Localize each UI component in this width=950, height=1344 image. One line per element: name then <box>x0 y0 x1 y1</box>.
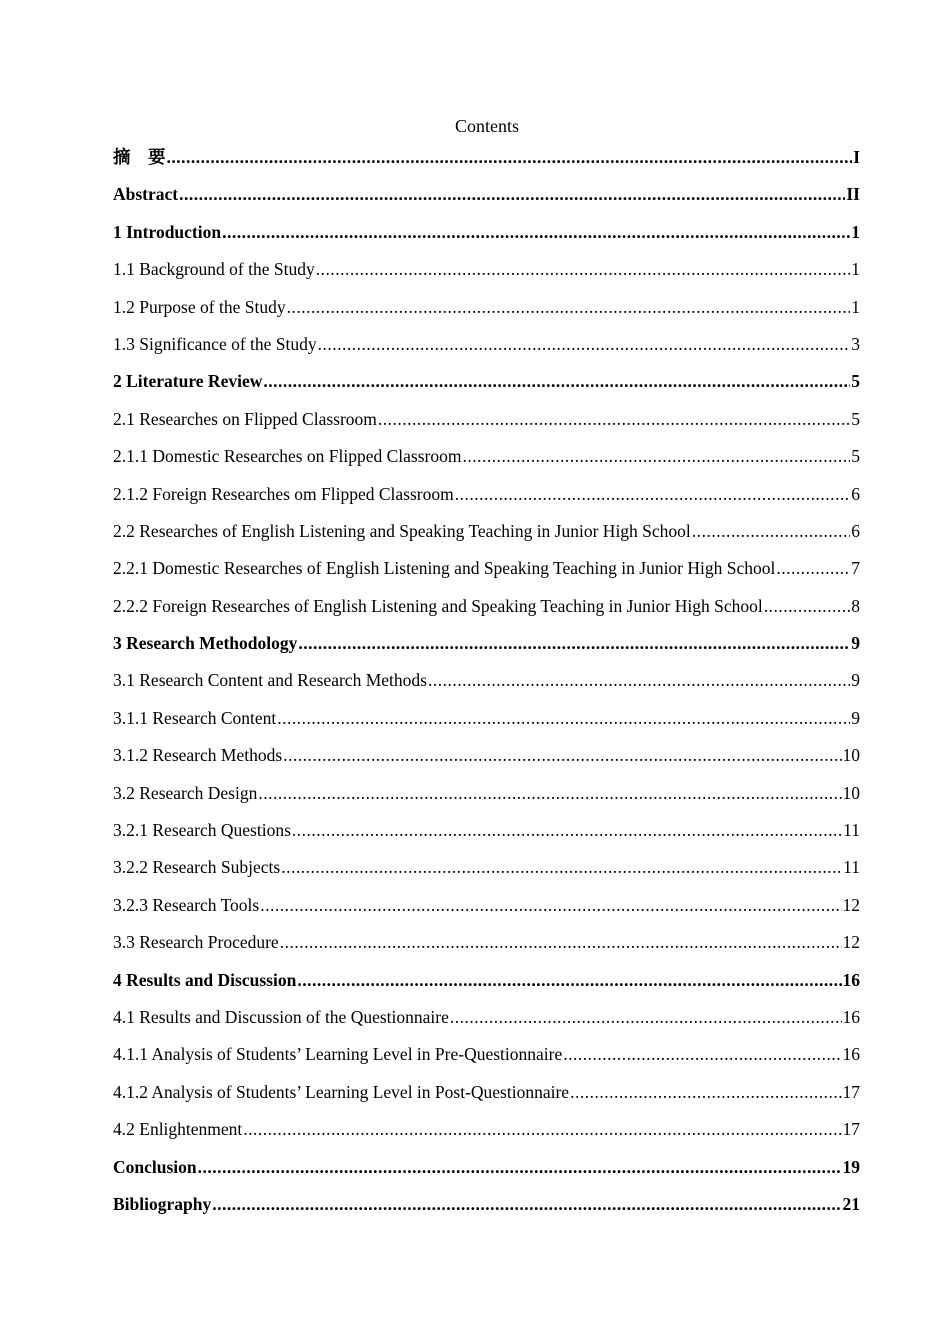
toc-entry[interactable] <box>113 480 860 517</box>
toc-dot-leader <box>570 1078 841 1106</box>
toc-entry-label: Bibliography <box>113 1193 212 1214</box>
toc-entry-page-number: 9 <box>851 707 860 728</box>
toc-entry-page-number: 7 <box>851 558 860 579</box>
toc-entry-label: 2.2.2 Foreign Researches of English Listening and Speaking Teaching in Junior High School <box>113 595 763 616</box>
toc-entry-label: 2.2.1 Domestic Researches of English Listening and Speaking Teaching in Junior High School <box>113 558 776 579</box>
toc-entry[interactable] <box>113 966 860 1003</box>
toc-entry[interactable] <box>113 704 860 741</box>
toc-entry[interactable] <box>113 330 860 367</box>
toc-entry[interactable] <box>113 1040 860 1077</box>
toc-entry-page-number: 17 <box>842 1081 860 1102</box>
toc-entry-page-number: I <box>853 147 860 167</box>
toc-entry-page-number: 5 <box>851 446 860 467</box>
toc-list <box>113 143 860 1227</box>
toc-entry-label: 4.1.1 Analysis of Students’ Learning Level in Pre-Questionnaire <box>113 1044 563 1065</box>
toc-entry-page-number: 1 <box>851 259 860 280</box>
toc-entry-page-number: 6 <box>851 483 860 504</box>
toc-dot-leader <box>764 592 851 620</box>
toc-dot-leader <box>287 293 851 321</box>
toc-entry-label: Conclusion <box>113 1156 197 1177</box>
toc-entry-page-number: 16 <box>842 1044 860 1065</box>
toc-entry-label: 3.2.1 Research Questions <box>113 820 291 841</box>
toc-entry[interactable] <box>113 442 860 479</box>
toc-dot-leader <box>222 218 850 246</box>
toc-dot-leader <box>428 666 850 694</box>
toc-entry[interactable] <box>113 741 860 778</box>
toc-dot-leader <box>450 1003 842 1031</box>
toc-dot-leader <box>455 480 851 508</box>
toc-entry-page-number: 8 <box>851 595 860 616</box>
toc-entry[interactable] <box>113 1190 860 1227</box>
toc-entry-page-number: 3 <box>851 333 860 354</box>
toc-entry-page-number: 12 <box>842 894 860 915</box>
toc-entry-page-number: II <box>846 184 860 205</box>
toc-entry-label: 3 Research Methodology <box>113 633 298 654</box>
toc-entry[interactable] <box>113 180 860 217</box>
toc-entry[interactable] <box>113 1078 860 1115</box>
toc-dot-leader <box>281 853 842 881</box>
toc-entry[interactable] <box>113 853 860 890</box>
toc-dot-leader <box>263 367 850 395</box>
toc-entry[interactable] <box>113 629 860 666</box>
toc-entry-page-number: 12 <box>842 932 860 953</box>
toc-entry-page-number: 11 <box>843 857 860 878</box>
toc-entry-page-number: 10 <box>842 782 860 803</box>
toc-dot-leader <box>167 143 853 171</box>
toc-entry-label: 1.2 Purpose of the Study <box>113 296 286 317</box>
toc-entry[interactable] <box>113 816 860 853</box>
toc-entry[interactable] <box>113 779 860 816</box>
toc-entry-label: 2.1 Researches on Flipped Classroom <box>113 408 377 429</box>
toc-dot-leader <box>243 1115 841 1143</box>
toc-entry-label: 3.1.1 Research Content <box>113 707 277 728</box>
toc-entry[interactable] <box>113 367 860 404</box>
toc-dot-leader <box>692 517 850 545</box>
toc-entry[interactable] <box>113 666 860 703</box>
toc-dot-leader <box>563 1040 841 1068</box>
toc-dot-leader <box>378 405 850 433</box>
toc-entry-page-number: 5 <box>851 371 860 392</box>
toc-entry-page-number: 19 <box>842 1156 860 1177</box>
toc-entry[interactable] <box>113 592 860 629</box>
toc-dot-leader <box>318 330 851 358</box>
toc-dot-leader <box>277 704 850 732</box>
toc-entry[interactable] <box>113 293 860 330</box>
toc-entry-label: 4.1.2 Analysis of Students’ Learning Level in Post-Questionnaire <box>113 1081 570 1102</box>
toc-entry[interactable] <box>113 1153 860 1190</box>
toc-entry-page-number: 21 <box>842 1193 860 1214</box>
toc-entry-label: 2.1.1 Domestic Researches on Flipped Classroom <box>113 446 462 467</box>
toc-dot-leader <box>298 629 850 657</box>
toc-entry-label: 3.3 Research Procedure <box>113 932 279 953</box>
toc-entry-page-number: 16 <box>842 969 860 990</box>
toc-entry-label: 2.1.2 Foreign Researches om Flipped Classroom <box>113 483 454 504</box>
toc-entry-label: 3.1 Research Content and Research Methods <box>113 670 427 691</box>
toc-entry-page-number: 17 <box>842 1119 860 1140</box>
toc-entry-page-number: 16 <box>842 1006 860 1027</box>
toc-entry[interactable] <box>113 218 860 255</box>
toc-entry[interactable] <box>113 255 860 292</box>
toc-entry-label: 3.2.2 Research Subjects <box>113 857 281 878</box>
toc-entry-label: 3.2.3 Research Tools <box>113 894 260 915</box>
toc-dot-leader <box>212 1190 841 1218</box>
toc-entry[interactable] <box>113 891 860 928</box>
toc-dot-leader <box>283 741 841 769</box>
toc-entry-page-number: 11 <box>843 820 860 841</box>
toc-entry[interactable] <box>113 928 860 965</box>
toc-entry-label: 2.2 Researches of English Listening and Speaking Teaching in Junior High School <box>113 520 691 541</box>
toc-entry-label: 4.1 Results and Discussion of the Questionnaire <box>113 1006 449 1027</box>
toc-dot-leader <box>198 1153 842 1181</box>
toc-dot-leader <box>292 816 842 844</box>
toc-dot-leader <box>463 442 851 470</box>
toc-entry-label: 2 Literature Review <box>113 371 263 392</box>
toc-entry[interactable] <box>113 1115 860 1152</box>
toc-entry[interactable] <box>113 405 860 442</box>
toc-entry[interactable] <box>113 554 860 591</box>
toc-dot-leader <box>258 779 841 807</box>
toc-entry-label: 3.1.2 Research Methods <box>113 745 283 766</box>
toc-entry-page-number: 5 <box>851 408 860 429</box>
toc-entry-page-number: 9 <box>851 633 860 654</box>
toc-entry-label: 1.3 Significance of the Study <box>113 333 317 354</box>
toc-entry-label: Abstract <box>113 184 179 205</box>
toc-entry-page-number: 1 <box>851 221 860 242</box>
toc-entry-label: 1.1 Background of the Study <box>113 259 315 280</box>
toc-entry-page-number: 1 <box>851 296 860 317</box>
toc-dot-leader <box>316 255 851 283</box>
toc-entry-label: 1 Introduction <box>113 221 222 242</box>
toc-dot-leader <box>297 966 841 994</box>
toc-entry-page-number: 10 <box>842 745 860 766</box>
toc-entry-page-number: 6 <box>851 520 860 541</box>
toc-entry-label: 摘 要 <box>113 147 166 167</box>
toc-entry-label: 4.2 Enlightenment <box>113 1119 243 1140</box>
toc-entry[interactable] <box>113 517 860 554</box>
toc-entry-label: 4 Results and Discussion <box>113 969 297 990</box>
toc-title: Contents <box>454 116 519 136</box>
toc-entry[interactable] <box>113 1003 860 1040</box>
toc-dot-leader <box>776 554 850 582</box>
toc-entry[interactable] <box>113 143 860 180</box>
toc-dot-leader <box>280 928 842 956</box>
toc-dot-leader <box>260 891 841 919</box>
toc-dot-leader <box>179 180 845 208</box>
toc-entry-label: 3.2 Research Design <box>113 782 258 803</box>
toc-entry-page-number: 9 <box>851 670 860 691</box>
